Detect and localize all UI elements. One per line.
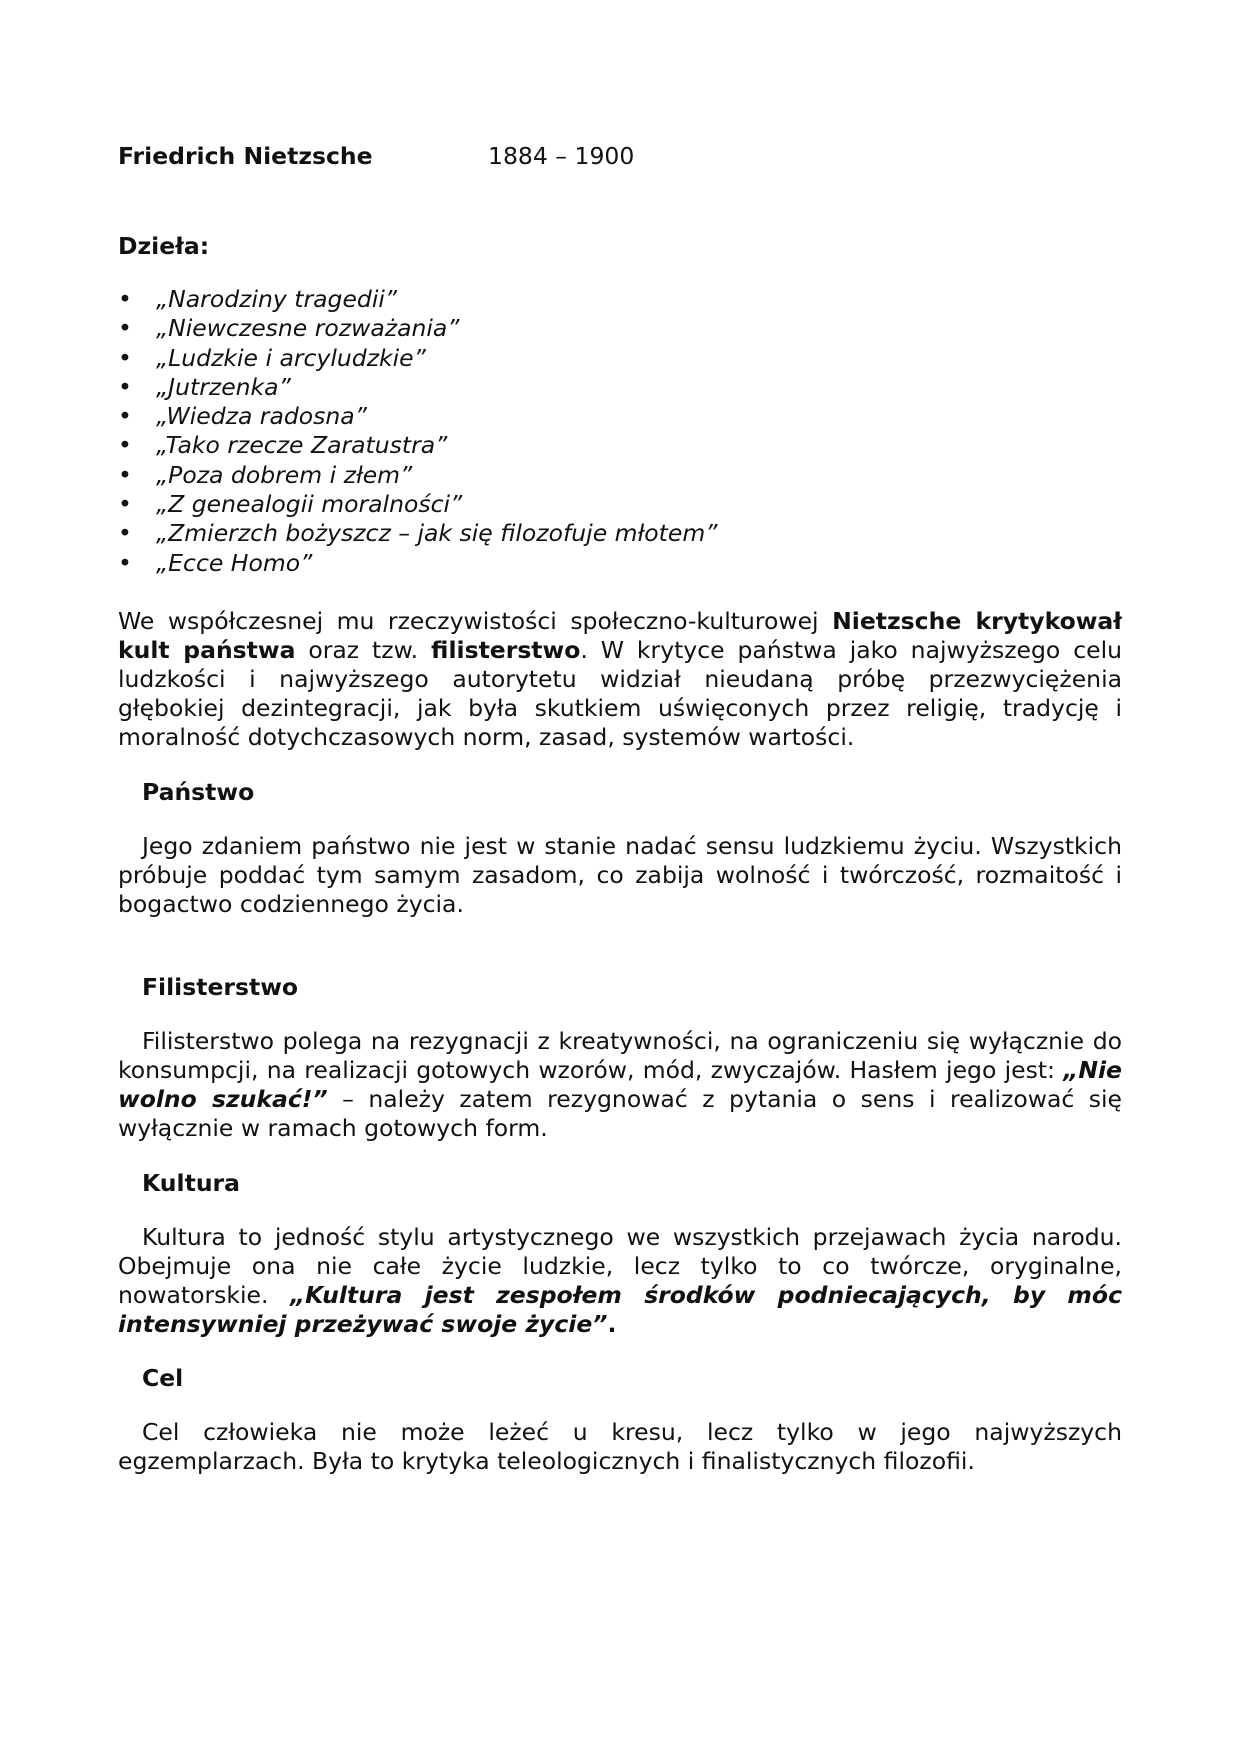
work-title: „Ecce Homo”	[156, 548, 313, 577]
state-text: Jego zdaniem państwo nie jest w stanie nadać sensu ludzkiemu życiu. Wszystkich próbuje poddać tym samym zasadom, co zabija wolność i twórczość, rozmaitość i bogactwo codziennego życia.	[118, 832, 1122, 918]
list-item	[118, 373, 717, 402]
list-item	[118, 431, 717, 460]
bullet-icon: •	[118, 460, 132, 489]
intro-text: . W krytyce państwa jako najwyższego celu ludzkości i najwyższego autorytetu widział nieudaną próbę przezwyciężenia głębokiej dezintegracji, jak była skutkiem uświęconych przez religię, tradycję i moralność dotychczasowych norm, zasad, systemów wartości.	[118, 636, 1122, 751]
work-title: „Z genealogii moralności”	[156, 490, 463, 519]
works-list	[118, 285, 717, 578]
bullet-icon: •	[118, 431, 132, 460]
list-item	[118, 461, 717, 490]
work-title: „Tako rzecze Zaratustra”	[156, 431, 448, 460]
state-paragraph	[118, 832, 1122, 919]
goal-paragraph	[118, 1418, 1122, 1476]
work-title: „Poza dobrem i złem”	[156, 460, 413, 489]
work-title: „Zmierzch bożyszcz – jak się filozofuje młotem”	[156, 519, 718, 548]
bullet-icon: •	[118, 372, 132, 401]
philistinism-text: Filisterstwo polega na rezygnacji z kreatywności, na ograniczeniu się wyłącznie do konsumpcji, na realizacji gotowych wzorów, mód, zwyczajów. Hasłem jego jest:	[118, 1027, 1122, 1084]
bullet-icon: •	[118, 402, 132, 431]
section-heading-goal: Cel	[142, 1364, 184, 1392]
list-item	[118, 344, 717, 373]
life-years: 1884 – 1900	[488, 142, 635, 170]
culture-paragraph	[118, 1223, 1122, 1339]
work-title: „Niewczesne rozważania”	[156, 314, 460, 343]
list-item	[118, 490, 717, 519]
list-item	[118, 549, 717, 578]
intro-text: We współczesnej mu rzeczywistości społeczno-kulturowej	[118, 607, 833, 635]
works-heading: Dzieła:	[118, 232, 210, 260]
bullet-icon: •	[118, 343, 132, 372]
goal-text: Cel człowieka nie może leżeć u kresu, lecz tylko w jego najwyższych egzemplarzach. Była to krytyka teleologicznych i finalistycznych filozofii.	[118, 1418, 1122, 1475]
philistinism-paragraph	[118, 1027, 1122, 1143]
document-header	[118, 142, 1018, 172]
intro-text: oraz tzw.	[295, 636, 432, 664]
list-item	[118, 285, 717, 314]
culture-text: Kultura to jedność stylu artystycznego we wszystkich przejawach życia narodu. Obejmuje ona nie całe życie ludzkie, lecz tylko to co twórcze, oryginalne, nowatorskie.	[118, 1223, 1122, 1309]
bullet-icon: •	[118, 285, 132, 313]
bullet-icon: •	[118, 519, 132, 548]
bullet-icon: •	[118, 548, 132, 577]
work-title: „Jutrzenka”	[156, 372, 291, 401]
section-heading-philistinism: Filisterstwo	[142, 973, 299, 1001]
list-item	[118, 314, 717, 343]
list-item	[118, 519, 717, 548]
work-title: „Ludzkie i arcyludzkie”	[156, 343, 426, 372]
bullet-icon: •	[118, 314, 132, 343]
author-name: Friedrich Nietzsche	[118, 142, 373, 170]
intro-bold-term: filisterstwo	[431, 636, 581, 664]
bullet-icon: •	[118, 490, 132, 519]
work-title: „Narodziny tragedii”	[156, 285, 398, 313]
intro-paragraph	[118, 607, 1122, 752]
work-title: „Wiedza radosna”	[156, 402, 367, 431]
culture-quote: „Kultura jest zespołem środków podniecających, by móc intensywniej przeżywać swoje życie”	[118, 1281, 1122, 1338]
intro-bold-claim: Nietzsche krytykował kult państwa	[118, 607, 1123, 664]
list-item	[118, 402, 717, 431]
philistinism-text: – należy zatem rezygnować z pytania o sens i realizować się wyłącznie w ramach gotowych form.	[118, 1085, 1122, 1142]
section-heading-state: Państwo	[142, 778, 255, 806]
culture-period: .	[607, 1310, 617, 1338]
section-heading-culture: Kultura	[142, 1169, 240, 1197]
philistinism-quote: „Nie wolno szukać!”	[118, 1056, 1122, 1113]
